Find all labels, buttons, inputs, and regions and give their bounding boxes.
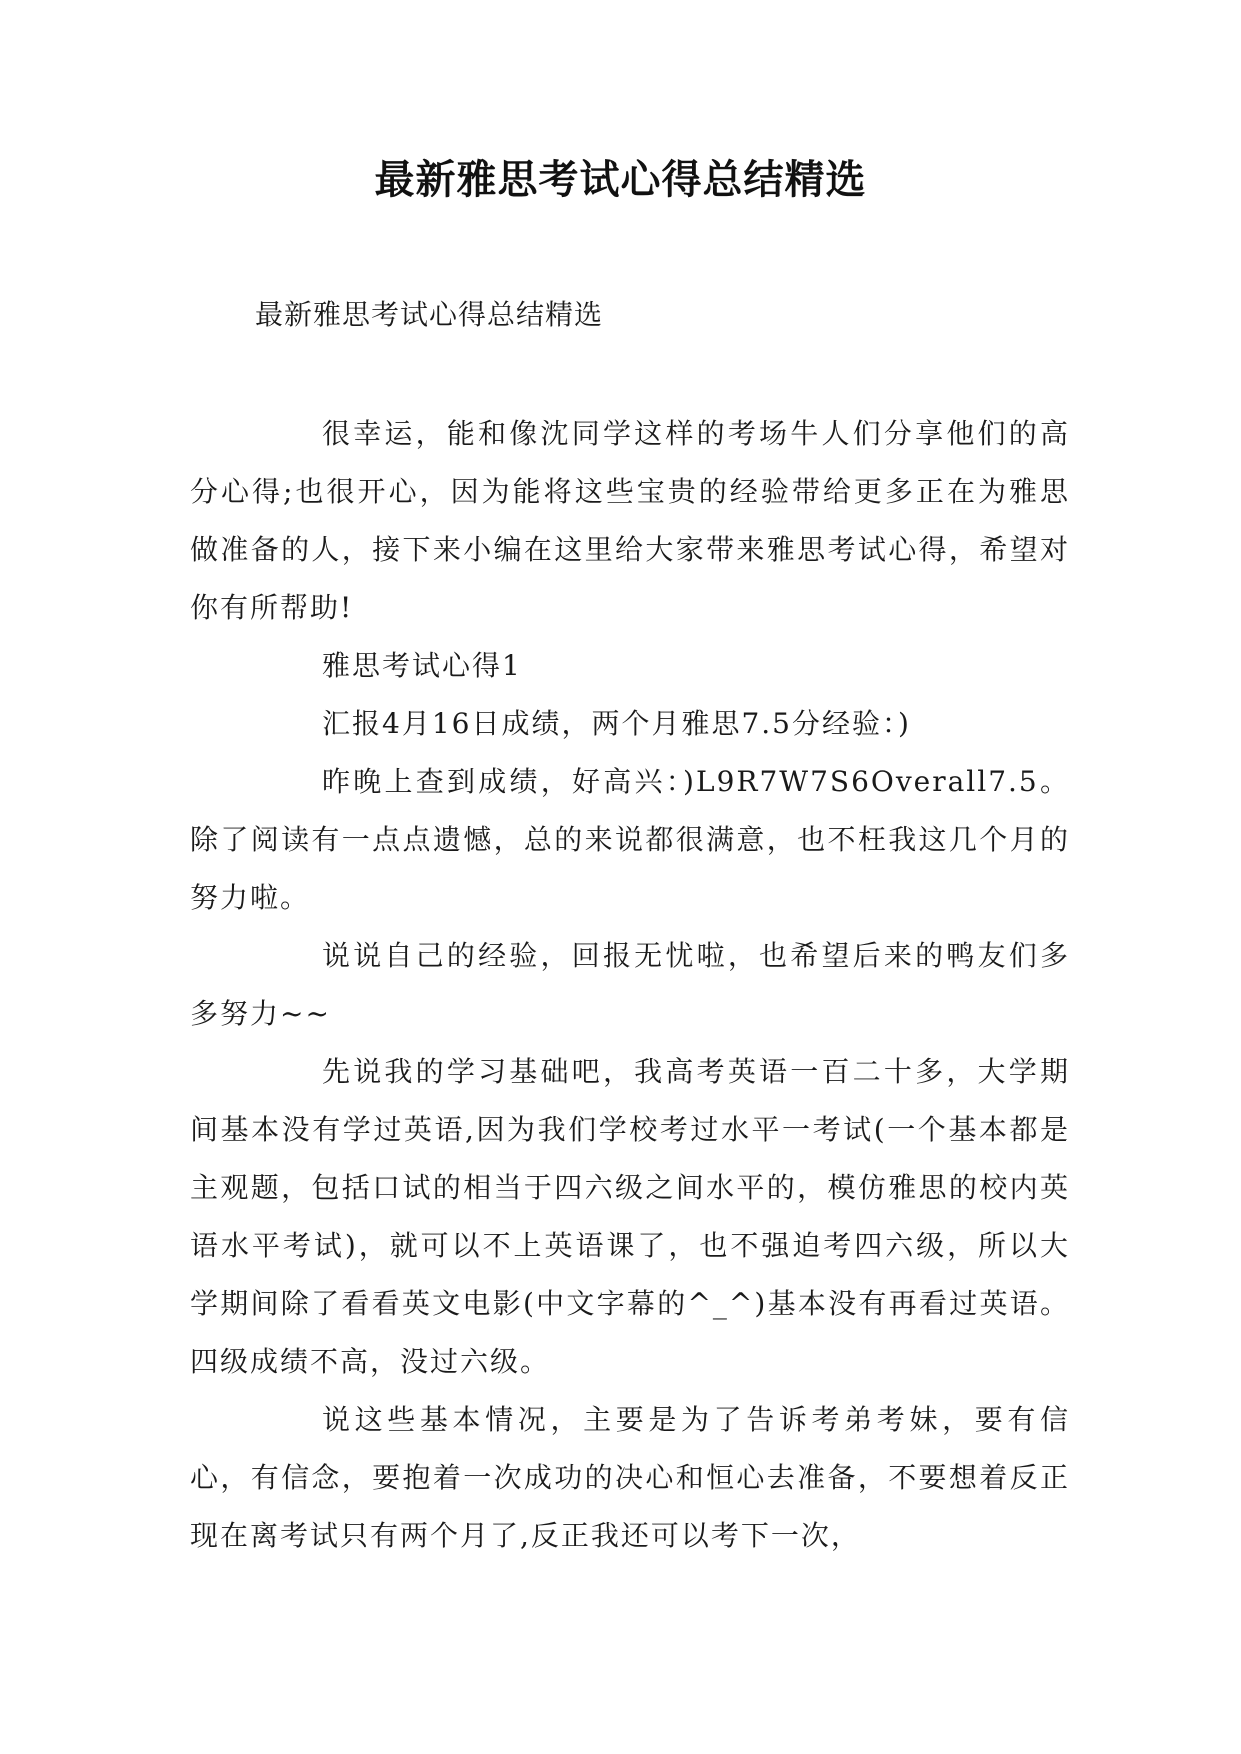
paragraph-report: 汇报4月16日成绩，两个月雅思7.5分经验：) xyxy=(322,707,911,740)
paragraph-advice: 说这些基本情况，主要是为了告诉考弟考妹，要有信心，有信念，要抱着一次成功的决心和恒心去准备，不要想着反正现在离考试只有两个月了,反正我还可以考下一次， xyxy=(190,1403,1070,1552)
paragraph-intro: 很幸运，能和像沈同学这样的考场牛人们分享他们的高分心得;也很开心，因为能将这些宝贵的经验带给更多正在为雅思做准备的人，接下来小编在这里给大家带来雅思考试心得，希望对你有所帮助! xyxy=(190,417,1070,624)
paragraph-scores: 昨晚上查到成绩，好高兴：)L9R7W7S6Overall7.5。除了阅读有一点点遗憾，总的来说都很满意，也不枉我这几个月的努力啦。 xyxy=(190,765,1070,914)
document-subtitle: 最新雅思考试心得总结精选 xyxy=(255,298,604,331)
document-body xyxy=(190,405,1070,1565)
paragraph-background: 先说我的学习基础吧，我高考英语一百二十多，大学期间基本没有学过英语,因为我们学校考过水平一考试(一个基本都是主观题，包括口试的相当于四六级之间水平的，模仿雅思的校内英语水平考试)，就可以不上英语课了，也不强迫考四六级，所以大学期间除了看看英文电影(中文字幕的^_^)基本没有再看过英语。四级成绩不高，没过六级。 xyxy=(190,1055,1070,1378)
section-heading: 雅思考试心得1 xyxy=(322,649,522,682)
paragraph-experience: 说说自己的经验，回报无忧啦，也希望后来的鸭友们多多努力~~ xyxy=(190,939,1070,1030)
document-title: 最新雅思考试心得总结精选 xyxy=(374,156,867,203)
